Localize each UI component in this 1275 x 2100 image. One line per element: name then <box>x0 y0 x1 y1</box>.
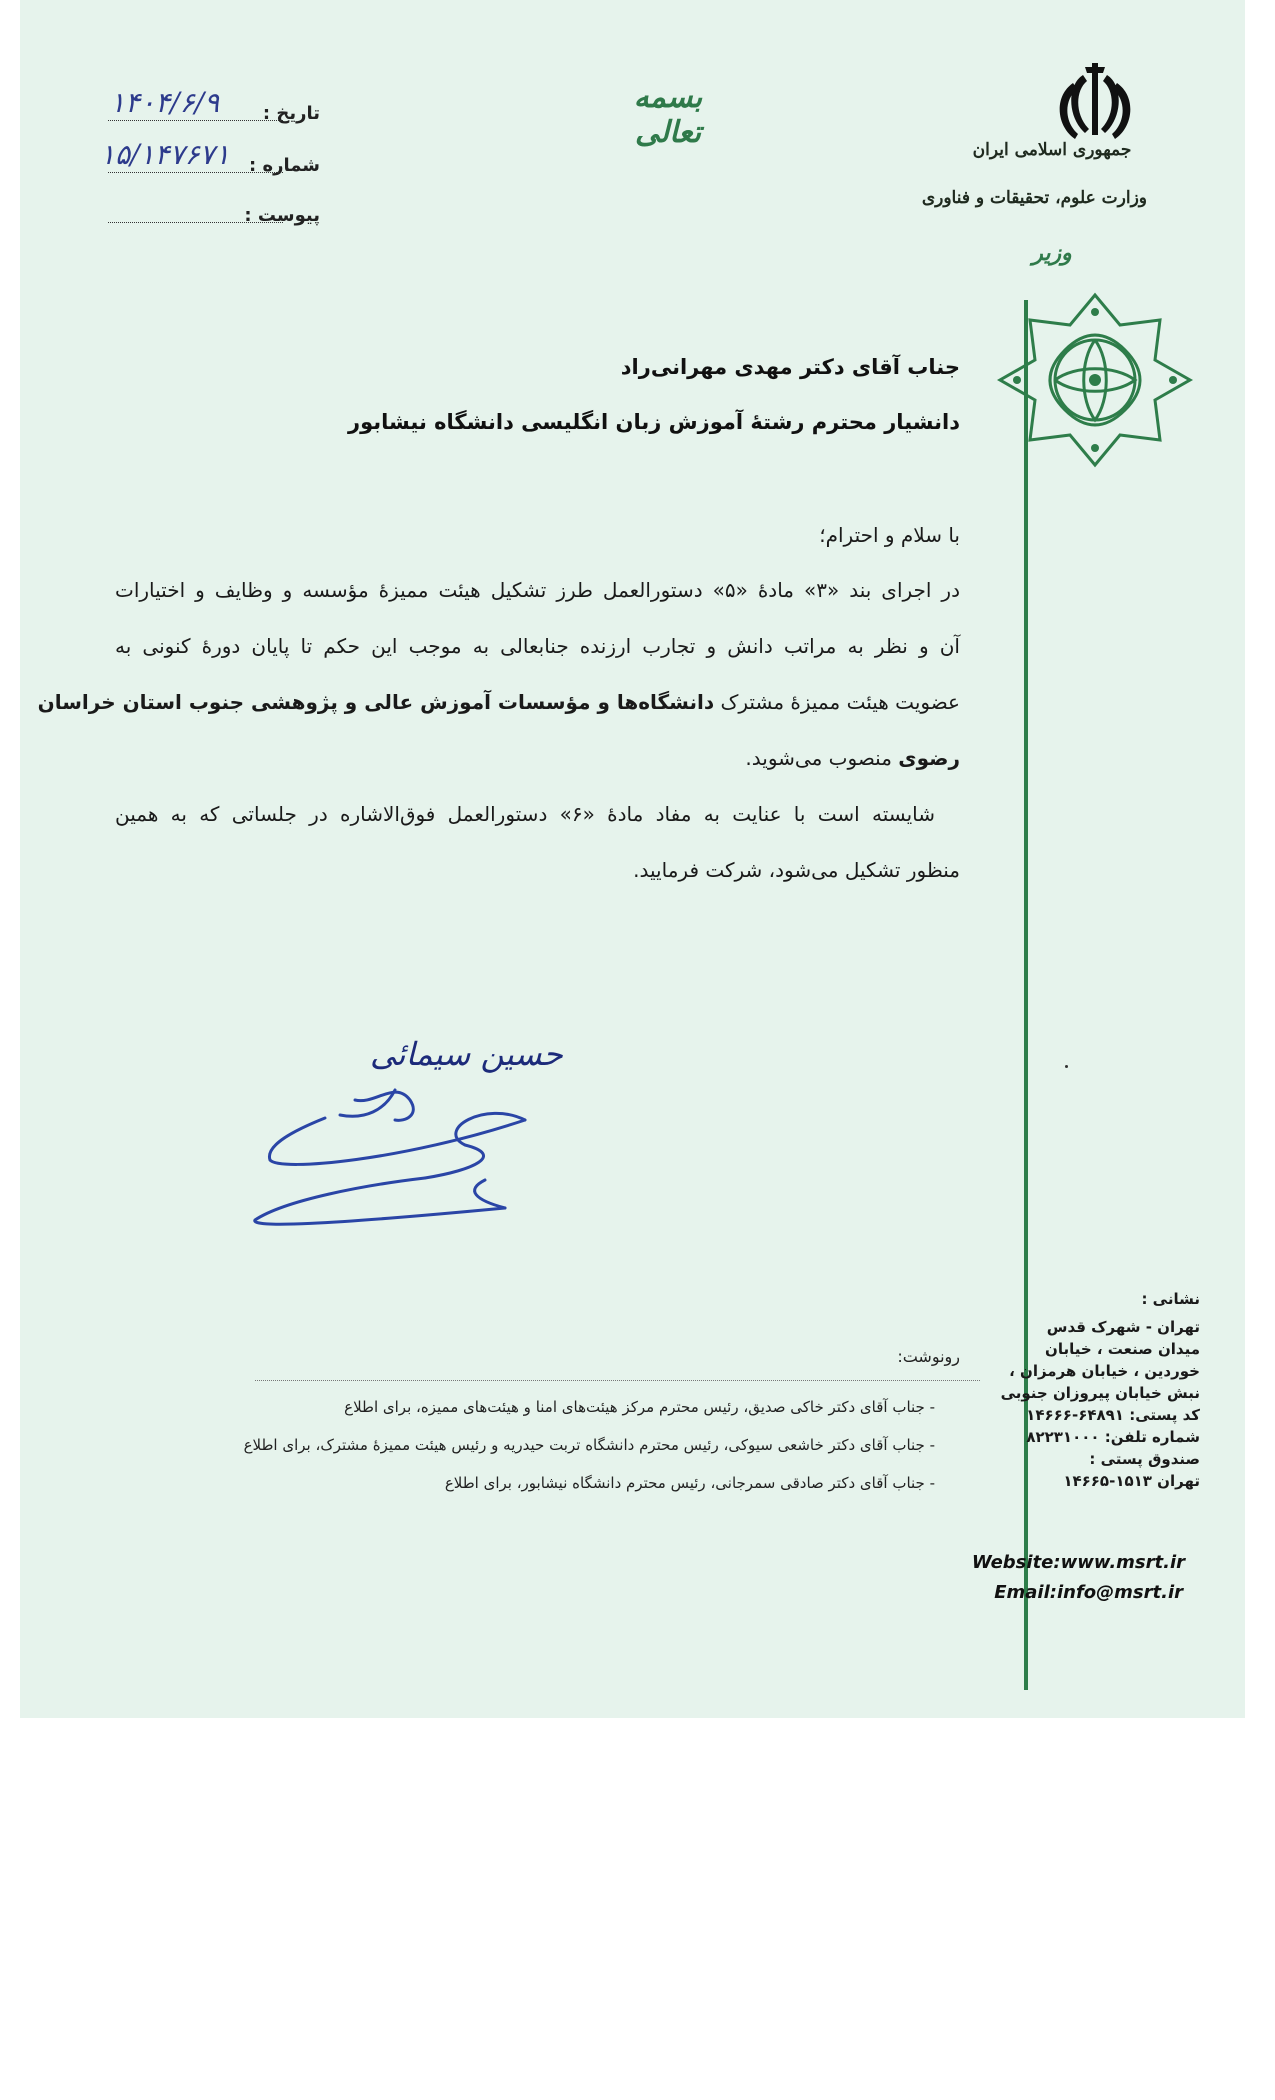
date-value: ۱۴۰۴/۶/۹ <box>110 86 220 119</box>
postal-code: کد پستی: ۶۴۸۹۱-۱۴۶۶۶ <box>1026 1406 1200 1424</box>
body-paragraph1-line3 <box>37 690 960 714</box>
address-line-2: تهران - شهرک قدس <box>1046 1318 1200 1336</box>
ink-dot <box>1065 1065 1068 1068</box>
ministry-country: جمهوری اسلامی ایران <box>972 140 1132 160</box>
number-value: ۱۵/۱۴۷۶۷۱ <box>100 138 230 171</box>
number-label: شماره : <box>249 155 320 176</box>
website-link[interactable]: Website:www.msrt.ir <box>971 1552 1185 1573</box>
body-line4-normal: منصوب می‌شوید. <box>745 746 892 770</box>
cc-item-3: - جناب آقای دکتر صادقی سمرجانی، رئیس محترم دانشگاه نیشابور، برای اطلاع <box>444 1474 935 1492</box>
attachment-underline <box>108 222 283 223</box>
body-paragraph1-line1: در اجرای بند «۳» مادهٔ «۵» دستورالعمل طرز تشکیل هیئت ممیزهٔ مؤسسه و وظایف و اختیارات <box>115 578 960 602</box>
body-line3-normal: عضویت هیئت ممیزهٔ مشترک <box>720 690 960 714</box>
letter-page <box>20 0 1245 1718</box>
po-box-label: صندوق پستی : <box>1089 1450 1200 1468</box>
cc-heading: رونوشت: <box>897 1347 960 1366</box>
cc-item-1: - جناب آقای دکتر خاکی صدیق، رئیس محترم مرکز هیئت‌های امنا و هیئت‌های ممیزه، برای اطلاع <box>344 1398 935 1416</box>
iran-emblem-icon <box>1045 55 1145 145</box>
number-underline <box>108 172 283 173</box>
body-paragraph1-line2: آن و نظر به مراتب دانش و تجارب ارزنده جنابعالی به موجب این حکم تا پایان دورهٔ کنونی به <box>115 634 960 658</box>
phone-number: شماره تلفن: ۸۲۲۳۱۰۰۰ <box>1026 1428 1200 1446</box>
minister-title: وزیر <box>1032 240 1072 266</box>
recipient-name: جناب آقای دکتر مهدی مهرانی‌راد <box>620 355 960 379</box>
address-line-1: نشانی : <box>1141 1290 1200 1308</box>
body-line3-bold: دانشگاه‌ها و مؤسسات آموزش عالی و پژوهشی جنوب استان خراسان <box>37 690 715 714</box>
cc-item-2: - جناب آقای دکتر خاشعی سیوکی، رئیس محترم دانشگاه تربت حیدریه و رئیس هیئت ممیزهٔ مشترک، برای اطلاع <box>243 1436 935 1454</box>
address-line-5: نبش خیابان پیروزان جنوبی <box>1000 1384 1200 1402</box>
recipient-title: دانشیار محترم رشتهٔ آموزش زبان انگلیسی دانشگاه نیشابور <box>347 410 960 434</box>
date-underline <box>108 120 283 121</box>
ministry-name: وزارت علوم، تحقیقات و فناوری <box>921 188 1147 208</box>
greeting-line: با سلام و احترام؛ <box>819 523 960 547</box>
date-label: تاریخ : <box>262 103 320 124</box>
handwritten-signature-icon <box>245 1060 545 1230</box>
body-paragraph1-line4 <box>745 746 960 770</box>
address-line-3: میدان صنعت ، خیابان <box>1045 1340 1200 1358</box>
po-box-value: تهران ۱۵۱۳-۱۴۶۶۵ <box>1063 1472 1200 1490</box>
body-paragraph2-line1: شایسته است با عنایت به مفاد مادهٔ «۶» دستورالعمل فوق‌الاشاره در جلساتی که به همین <box>115 802 935 826</box>
signer-name: حسین سیمائی <box>370 1035 563 1073</box>
body-paragraph2-line2: منظور تشکیل می‌شود، شرکت فرمایید. <box>633 858 960 882</box>
cc-divider <box>255 1380 980 1381</box>
basmala-heading: بسمه تعالی <box>633 80 703 150</box>
address-block <box>940 1290 1200 1494</box>
body-line4-bold: رضوی <box>898 746 960 770</box>
attachment-label: پیوست : <box>244 205 320 226</box>
address-line-4: خوردین ، خیابان هرمزان ، <box>1009 1362 1200 1380</box>
email-link[interactable]: Email:info@msrt.ir <box>994 1582 1183 1603</box>
